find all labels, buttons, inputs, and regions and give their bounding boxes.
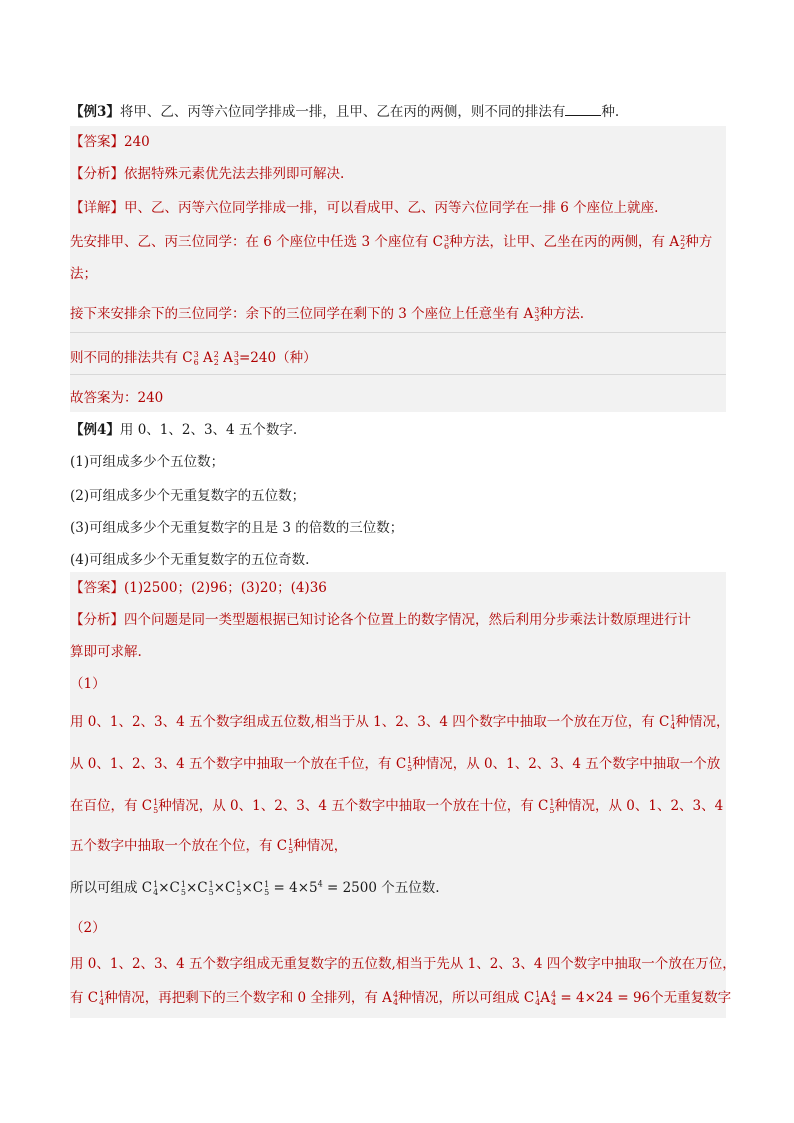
- answer-tag-4: 【答案】: [70, 580, 124, 596]
- answer-value-4: (1)2500；(2)96；(3)20；(4)36: [124, 580, 327, 596]
- total-text-b: =240（种）: [239, 350, 317, 366]
- ex4-analysis: [70, 610, 691, 630]
- p2-l2a: 有 C: [70, 990, 99, 1006]
- ex4-part1-line3: [70, 796, 723, 816]
- ex4-q1: (1)可组成多少个五位数；: [70, 454, 225, 470]
- ex4-part1-label: （1）: [70, 676, 106, 692]
- p1-l1a: 用 0、1、2、3、4 五个数字组成五位数,相当于从 1、2、3、4 四个数字中抽取一个放在万位，有 C: [70, 714, 670, 730]
- combination-c51-c: 1 5: [549, 797, 555, 815]
- analysis-text: 依据特殊元素优先法去排列即可解决.: [124, 166, 345, 182]
- c41-p2-b: 1 4: [535, 989, 541, 1007]
- combination-c51-d: 1 5: [288, 837, 294, 855]
- ex4-intro: [70, 420, 297, 440]
- arrangement-a22-b: 2 2: [213, 349, 219, 367]
- ex3-question-suffix: 种.: [601, 104, 620, 120]
- step2-text-a: 接下来安排余下的三位同学：余下的三位同学在剩下的 3 个座位上任意坐有 A: [70, 306, 534, 322]
- ex3-question: [70, 102, 619, 122]
- ex3-step1-cont: [70, 264, 97, 284]
- ex3-analysis: [70, 164, 344, 184]
- p1-l3c: 种情况，从 0、1、2、3、4: [554, 798, 724, 814]
- ex3-total: 则不同的排法共有 C 3 6 A 2 2 A 3 3 =240（种）: [70, 349, 317, 367]
- c51-g: 1 5: [236, 879, 242, 897]
- step1-text-c: 种方: [685, 234, 713, 250]
- arrangement-a33-b: 3 3: [233, 349, 239, 367]
- final-answer: 故答案为：240: [70, 390, 164, 406]
- ex4-analysis-cont: 算即可求解.: [70, 644, 142, 660]
- a44-p2-b: 4 4: [551, 989, 557, 1007]
- arrangement-a33: 3 3: [534, 305, 540, 323]
- divider-2: [70, 374, 726, 375]
- ex4-intro-text: 用 0、1、2、3、4 五个数字.: [119, 422, 298, 438]
- answer-value: 240: [124, 134, 150, 150]
- arrangement-a22: 2 2: [680, 233, 686, 251]
- ex3-question-text: 将甲、乙、丙等六位同学排成一排，且甲、乙在丙的两侧，则不同的排法有: [119, 104, 566, 120]
- p2-l2b: 种情况，再把剩下的三个数字和 0 全排列，有 A: [104, 990, 392, 1006]
- analysis-tag-4: 【分析】: [70, 612, 124, 628]
- analysis-text-4a: 四个问题是同一类型题根据已知讨论各个位置上的数字情况，然后利用分步乘法计数原理进行计: [124, 612, 691, 628]
- ex3-step2: [70, 304, 584, 324]
- step1-text-d: 法；: [70, 266, 97, 282]
- ex4-solution-block: [70, 572, 726, 1018]
- p1-l2b: 种情况，从 0、1、2、3、4 五个数字中抽取一个放: [412, 756, 721, 772]
- a44-p2: 4 4: [392, 989, 399, 1007]
- ex4-q2: (2)可组成多少个无重复数字的五位数；: [70, 488, 306, 504]
- c41-p2: 1 4: [99, 989, 105, 1007]
- combination-c51-b: 1 5: [153, 797, 159, 815]
- ex4-q4: (4)可组成多少个无重复数字的五位奇数.: [70, 552, 310, 568]
- p1-l1b: 种情况，: [675, 714, 730, 730]
- step2-text-b: 种方法.: [539, 306, 585, 322]
- p2-l2d: = 4×24 = 96个无重复数字: [556, 990, 732, 1006]
- p1-l5c: = 2500 个五位数.: [322, 880, 440, 896]
- total-text-a: 则不同的排法共有 C: [70, 350, 193, 366]
- ex3-step1: [70, 232, 712, 252]
- c51-h: 1 5: [264, 879, 270, 897]
- ex3-tag: 【例3】: [70, 104, 120, 120]
- p1-l3b: 种情况，从 0、1、2、3、4 五个数字中抽取一个放在十位，有 C: [158, 798, 549, 814]
- combination-c63: 3 6: [443, 233, 450, 251]
- ex3-final: [70, 388, 163, 408]
- combination-c51: 1 5: [407, 755, 413, 773]
- c51-e: 1 5: [180, 879, 186, 897]
- ex4-answer: [70, 578, 327, 598]
- ex4-part1-line2: [70, 754, 720, 774]
- ex4-part1-line4: [70, 836, 347, 856]
- step1-text-b: 种方法，让甲、乙坐在丙的两侧，有 A: [449, 234, 680, 250]
- combination-c63-b: 3 6: [193, 349, 199, 367]
- divider: [70, 332, 726, 333]
- ex4-q3: (3)可组成多少个无重复数字的且是 3 的倍数的三位数；: [70, 520, 404, 536]
- step1-text-a: 先安排甲、乙、丙三位同学：在 6 个座位中任选 3 个座位有 C: [70, 234, 443, 250]
- ex4-part2-line2: 有 C 1 4 种情况，再把剩下的三个数字和 0 全排列，有 A 4 4 种情况，所以可组成 C 1 4 A 4 4 = 4×24 = 96个无重复数字: [70, 989, 732, 1007]
- answer-tag: 【答案】: [70, 134, 124, 150]
- ex4-part1-line5: 所以可组成 C 1 4 ×C 1 5 ×C 1 5 ×C 1 5 ×C 1 5 = $4\times 5^4 = 2500$ 个五位数.: [70, 879, 440, 897]
- ex4-tag: 【例4】: [70, 422, 120, 438]
- analysis-tag: 【分析】: [70, 166, 124, 182]
- p1-l5b: = 4×5: [269, 880, 318, 896]
- ex3-detail: [70, 198, 658, 218]
- ex3-answer: [70, 132, 150, 152]
- p2-l2c: 种情况，所以可组成 C: [398, 990, 535, 1006]
- c51-f: 1 5: [208, 879, 214, 897]
- answer-blank: [565, 103, 601, 116]
- ex4-part2-line1: 用 0、1、2、3、4 五个数字组成无重复数字的五位数,相当于先从 1、2、3、4 四个数字中抽取一个放在万位，: [70, 956, 736, 972]
- p1-l2a: 从 0、1、2、3、4 五个数字中抽取一个放在千位，有 C: [70, 756, 407, 772]
- c41-e: 1 4: [153, 879, 159, 897]
- detail-text: 甲、乙、丙等六位同学排成一排，可以看成甲、乙、丙等六位同学在一排 6 个座位上就座.: [124, 200, 659, 216]
- p1-l4a: 五个数字中抽取一个放在个位，有 C: [70, 838, 288, 854]
- p1-l4b: 种情况，: [293, 838, 348, 854]
- ex4-part1-line1: [70, 712, 729, 732]
- ex4-part2-label: （2）: [70, 920, 106, 936]
- combination-c41: 1 4: [670, 713, 676, 731]
- detail-tag: 【详解】: [70, 200, 124, 216]
- p1-l3a: 在百位，有 C: [70, 798, 153, 814]
- p1-l5a: 所以可组成 C: [70, 880, 153, 896]
